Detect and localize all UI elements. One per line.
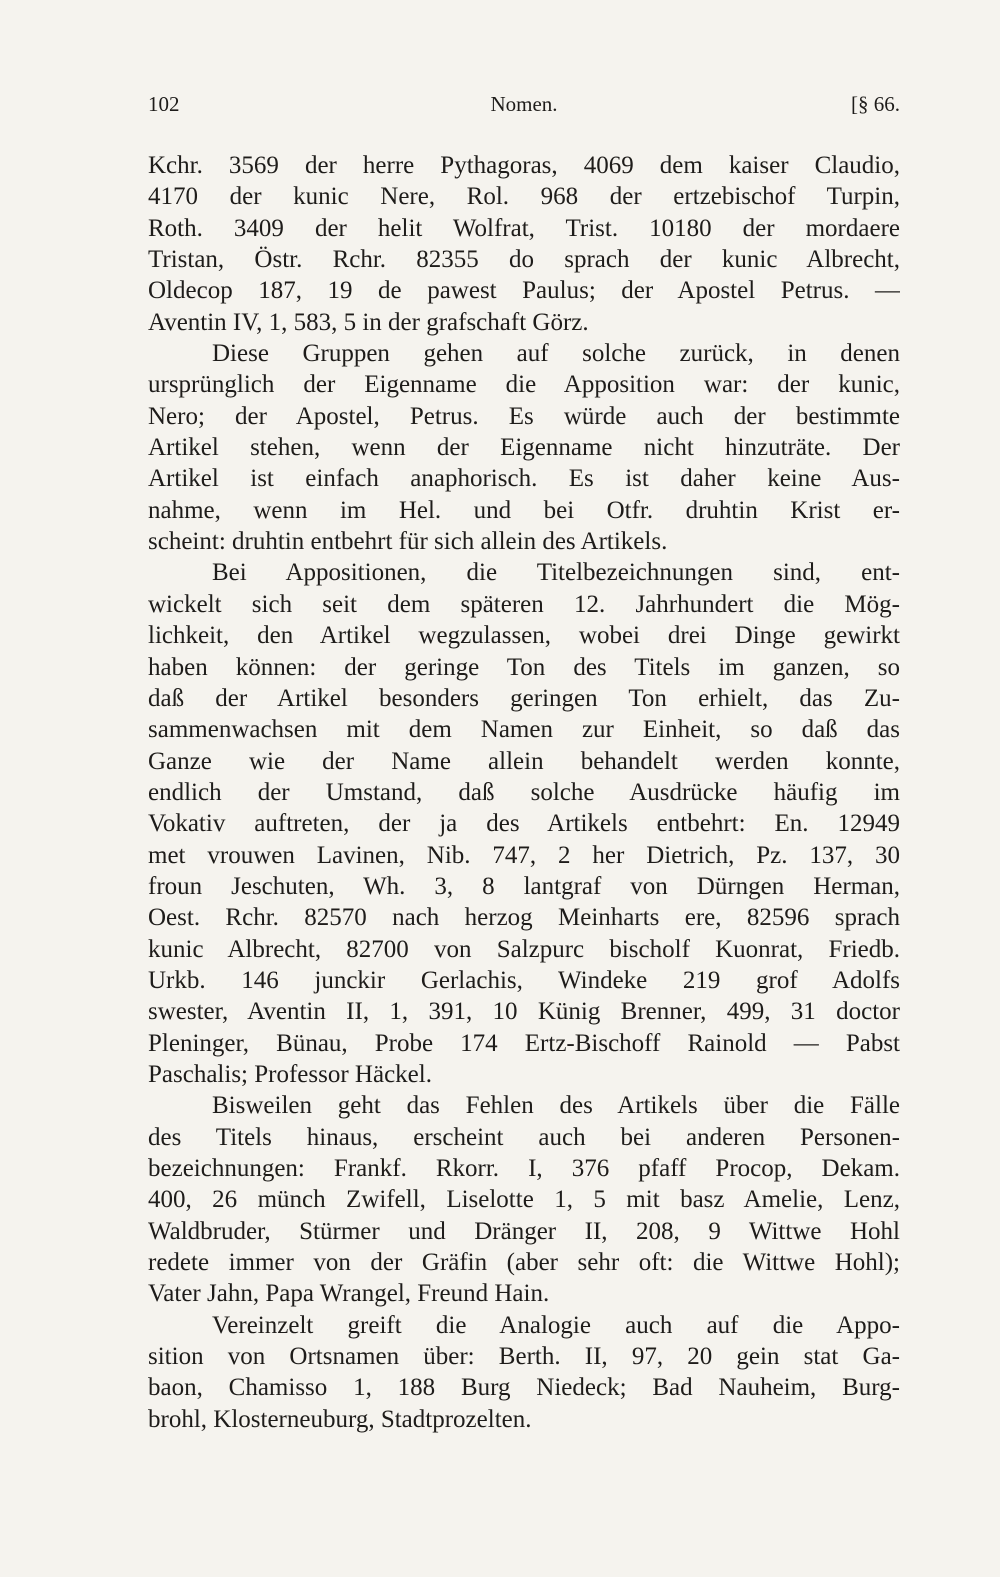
text-line: Waldbruder, Stürmer und Dränger II, 208, 9 Wittwe Hohl [148,1217,900,1245]
page-number: 102 [148,92,180,116]
text-line: endlich der Umstand, daß solche Ausdrücke häufig im [148,778,900,806]
text-line: 4170 der kunic Nere, Rol. 968 der ertzebischof Turpin, [148,183,900,211]
text-line: lichkeit, den Artikel wegzulassen, wobei drei Dinge gewirkt [148,622,900,650]
text-line: Diese Gruppen gehen auf solche zurück, in denen [212,340,900,368]
text-line: Tristan, Östr. Rchr. 82355 do sprach der kunic Albrecht, [148,246,900,274]
text-line: nahme, wenn im Hel. und bei Otfr. druhtin Krist er- [148,496,900,524]
text-line: sammenwachsen mit dem Namen zur Einheit, so daß das [148,716,900,744]
section-marker: [§ 66. [851,92,900,116]
text-line: bezeichnungen: Frankf. Rkorr. I, 376 pfaff Procop, Dekam. [148,1155,900,1182]
text-line: met vrouwen Lavinen, Nib. 747, 2 her Dietrich, Pz. 137, 30 [148,841,900,869]
text-line: Vokativ auftreten, der ja des Artikels entbehrt: En. 12949 [148,810,900,838]
text-line: froun Jeschuten, Wh. 3, 8 lantgraf von Dürngen Herman, [148,872,900,900]
text-line: 400, 26 münch Zwifell, Liselotte 1, 5 mit basz Amelie, Lenz, [148,1186,900,1214]
text-line: swester, Aventin II, 1, 391, 10 Künig Brenner, 499, 31 doctor [148,998,900,1026]
text-line: Bisweilen geht das Fehlen des Artikels über die Fälle [212,1092,900,1120]
text-line: Pleninger, Bünau, Probe 174 Ertz-Bischoff Rainold — Pabst [148,1029,900,1057]
text-line: Oest. Rchr. 82570 nach herzog Meinharts ere, 82596 sprach [148,904,900,932]
text-line: baon, Chamisso 1, 188 Burg Niedeck; Bad Nauheim, Burg- [148,1374,900,1402]
text-line: Bei Appositionen, die Titelbezeichnungen sind, ent- [212,559,900,587]
text-line: Kchr. 3569 der herre Pythagoras, 4069 dem kaiser Claudio, [148,152,900,179]
text-line: redete immer von der Gräfin (aber sehr oft: die Wittwe Hohl); [148,1249,900,1277]
text-line: Artikel stehen, wenn der Eigenname nicht hinzuträte. Der [148,434,900,462]
running-header [148,92,900,124]
text-line: Nero; der Apostel, Petrus. Es würde auch der bestimmte [148,402,900,430]
text-line: Ganze wie der Name allein behandelt werden konnte, [148,747,900,775]
running-title: Nomen. [490,92,558,116]
text-line: wickelt sich seit dem späteren 12. Jahrhundert die Mög- [148,590,900,618]
text-line: Urkb. 146 junckir Gerlachis, Windeke 219 grof Adolfs [148,966,900,994]
text-line: brohl, Klosterneuburg, Stadtprozelten. [148,1405,532,1433]
text-line: kunic Albrecht, 82700 von Salzpurc bischolf Kuonrat, Friedb. [148,935,900,963]
body-text [148,150,900,1435]
text-line: scheint: druhtin entbehrt für sich allein des Artikels. [148,528,668,556]
text-line: ursprünglich der Eigenname die Apposition war: der kunic, [148,371,900,399]
text-line: des Titels hinaus, erscheint auch bei anderen Personen- [148,1123,900,1151]
text-line: Oldecop 187, 19 de pawest Paulus; der Apostel Petrus. — [148,277,900,305]
text-line: Aventin IV, 1, 583, 5 in der grafschaft Görz. [148,308,589,336]
text-line: Vereinzelt greift die Analogie auch auf die Appo- [212,1311,900,1339]
text-line: daß der Artikel besonders geringen Ton erhielt, das Zu- [148,684,900,712]
text-line: sition von Ortsnamen über: Berth. II, 97, 20 gein stat Ga- [148,1343,900,1371]
text-line: Artikel ist einfach anaphorisch. Es ist daher keine Aus- [148,465,900,493]
text-line: Roth. 3409 der helit Wolfrat, Trist. 10180 der mordaere [148,214,900,242]
text-line: Paschalis; Professor Häckel. [148,1060,432,1088]
text-line: haben können: der geringe Ton des Titels im ganzen, so [148,653,900,681]
text-line: Vater Jahn, Papa Wrangel, Freund Hain. [148,1280,550,1308]
